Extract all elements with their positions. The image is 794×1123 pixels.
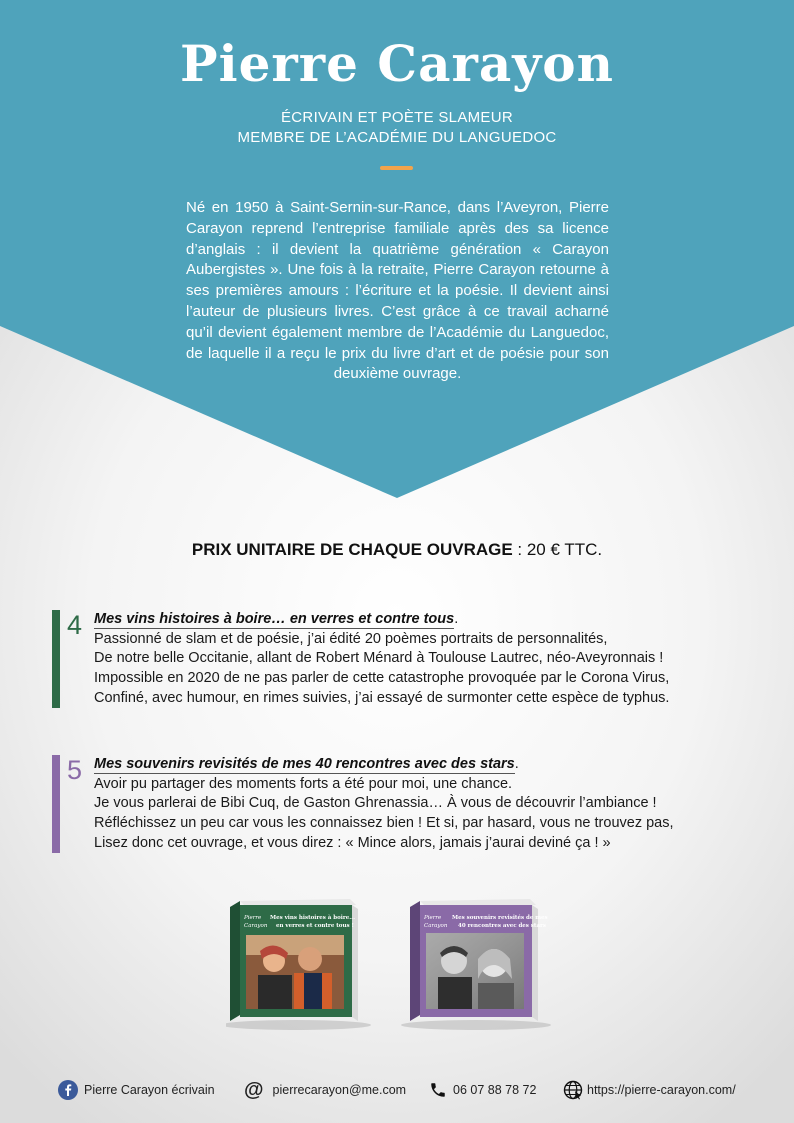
book-cover-1 [230, 899, 358, 1021]
price-value: : 20 € TTC. [512, 540, 603, 559]
cover-author-line: Carayon [424, 923, 448, 929]
phone-link[interactable] [429, 1078, 536, 1102]
cover-title-line: Mes vins histoires à boire... [270, 915, 356, 921]
cover-author-line: Carayon [244, 923, 268, 929]
website-label: https://pierre-carayon.com/ [587, 1083, 736, 1097]
book-line: De notre belle Occitanie, allant de Robert Ménard à Toulouse Lautrec, néo-Aveyronnais ! [94, 650, 664, 667]
book-title: Mes souvenirs revisités de mes 40 rencontres avec des stars [94, 756, 515, 772]
book-text [94, 610, 754, 709]
book-bar-green [52, 610, 60, 708]
book-covers [226, 895, 566, 1035]
book-block-4 [52, 610, 752, 710]
book-line: Avoir pu partager des moments forts a été pour moi, une chance. [94, 775, 513, 792]
book-title-suffix: . [514, 756, 519, 772]
price-line [0, 540, 794, 560]
cover-title-line: en verres et contre tous ! [276, 923, 354, 929]
book-line: Je vous parlerai de Bibi Cuq, de Gaston Ghrenassia… À vous de découvrir l’ambiance ! [94, 795, 657, 812]
subtitle [0, 108, 794, 148]
cover-author-line: Pierre [424, 915, 442, 921]
globe-icon [563, 1080, 583, 1100]
accent-divider [380, 166, 413, 170]
book-title: Mes vins histoires à boire… en verres et contre tous [94, 611, 455, 627]
phone-icon [429, 1081, 447, 1099]
price-label: PRIX UNITAIRE DE CHAQUE OUVRAGE [191, 540, 513, 559]
cover-title-line: Mes souvenirs revisités de mes [452, 915, 548, 921]
facebook-link[interactable] [58, 1078, 215, 1102]
facebook-icon [58, 1080, 78, 1100]
cover-title-line: 40 rencontres avec des stars [458, 923, 547, 929]
cover-author-line: Pierre [244, 915, 262, 921]
book-number: 5 [67, 755, 83, 785]
book-line: Confiné, avec humour, en rimes suivies, j’ai essayé de surmonter cette espèce de typhus. [94, 689, 670, 706]
book-number: 4 [67, 610, 83, 640]
book-line: Impossible en 2020 de ne pas parler de cette catastrophe provoquée par le Corona Virus, [94, 670, 670, 687]
phone-label: 06 07 88 78 72 [453, 1083, 537, 1097]
subtitle-line-1: ÉCRIVAIN ET POÈTE SLAMEUR [281, 109, 513, 126]
book-title-suffix: . [454, 611, 459, 627]
book-cover-2 [410, 899, 548, 1021]
email-link[interactable] [244, 1078, 406, 1102]
page-title: Pierre Carayon [180, 34, 614, 93]
website-link[interactable] [563, 1078, 736, 1102]
at-icon: @ [244, 1079, 264, 1101]
subtitle-line-2: MEMBRE DE L’ACADÉMIE DU LANGUEDOC [237, 129, 557, 146]
book-line: Passionné de slam et de poésie, j’ai édité 20 poèmes portraits de personnalités, [94, 630, 608, 647]
biography: Né en 1950 à Saint-Sernin-sur-Rance, dans l’Aveyron, Pierre Carayon reprend l’entreprise familiale après des sa licence d’anglais : il devient la quatrième génération « Carayon Aubergistes ». Une fois à la retraite, Pierre Carayon retourne à ses premières amours : l’écriture et la poésie. Il devient ainsi l’auteur de plusieurs livres. C’est grâce à ce travail acharné qu’il devient également membre de l’Académie du Languedoc, de laquelle il a reçu le prix du livre d’art et de poésie pour son deuxième ouvrage. [186, 199, 609, 383]
book-line: Lisez donc cet ouvrage, et vous direz : « Mince alors, jamais j’aurai deviné ça ! » [94, 834, 611, 851]
book-line: Réfléchissez un peu car vous les connaissez bien ! Et si, par hasard, vous ne trouvez pas, [94, 815, 674, 832]
book-bar-purple [52, 755, 60, 853]
book-text [94, 755, 754, 854]
book-block-5 [52, 755, 752, 855]
email-label: pierrecarayon@me.com [272, 1083, 407, 1097]
facebook-label: Pierre Carayon écrivain [84, 1083, 215, 1097]
contact-footer [0, 1078, 794, 1102]
